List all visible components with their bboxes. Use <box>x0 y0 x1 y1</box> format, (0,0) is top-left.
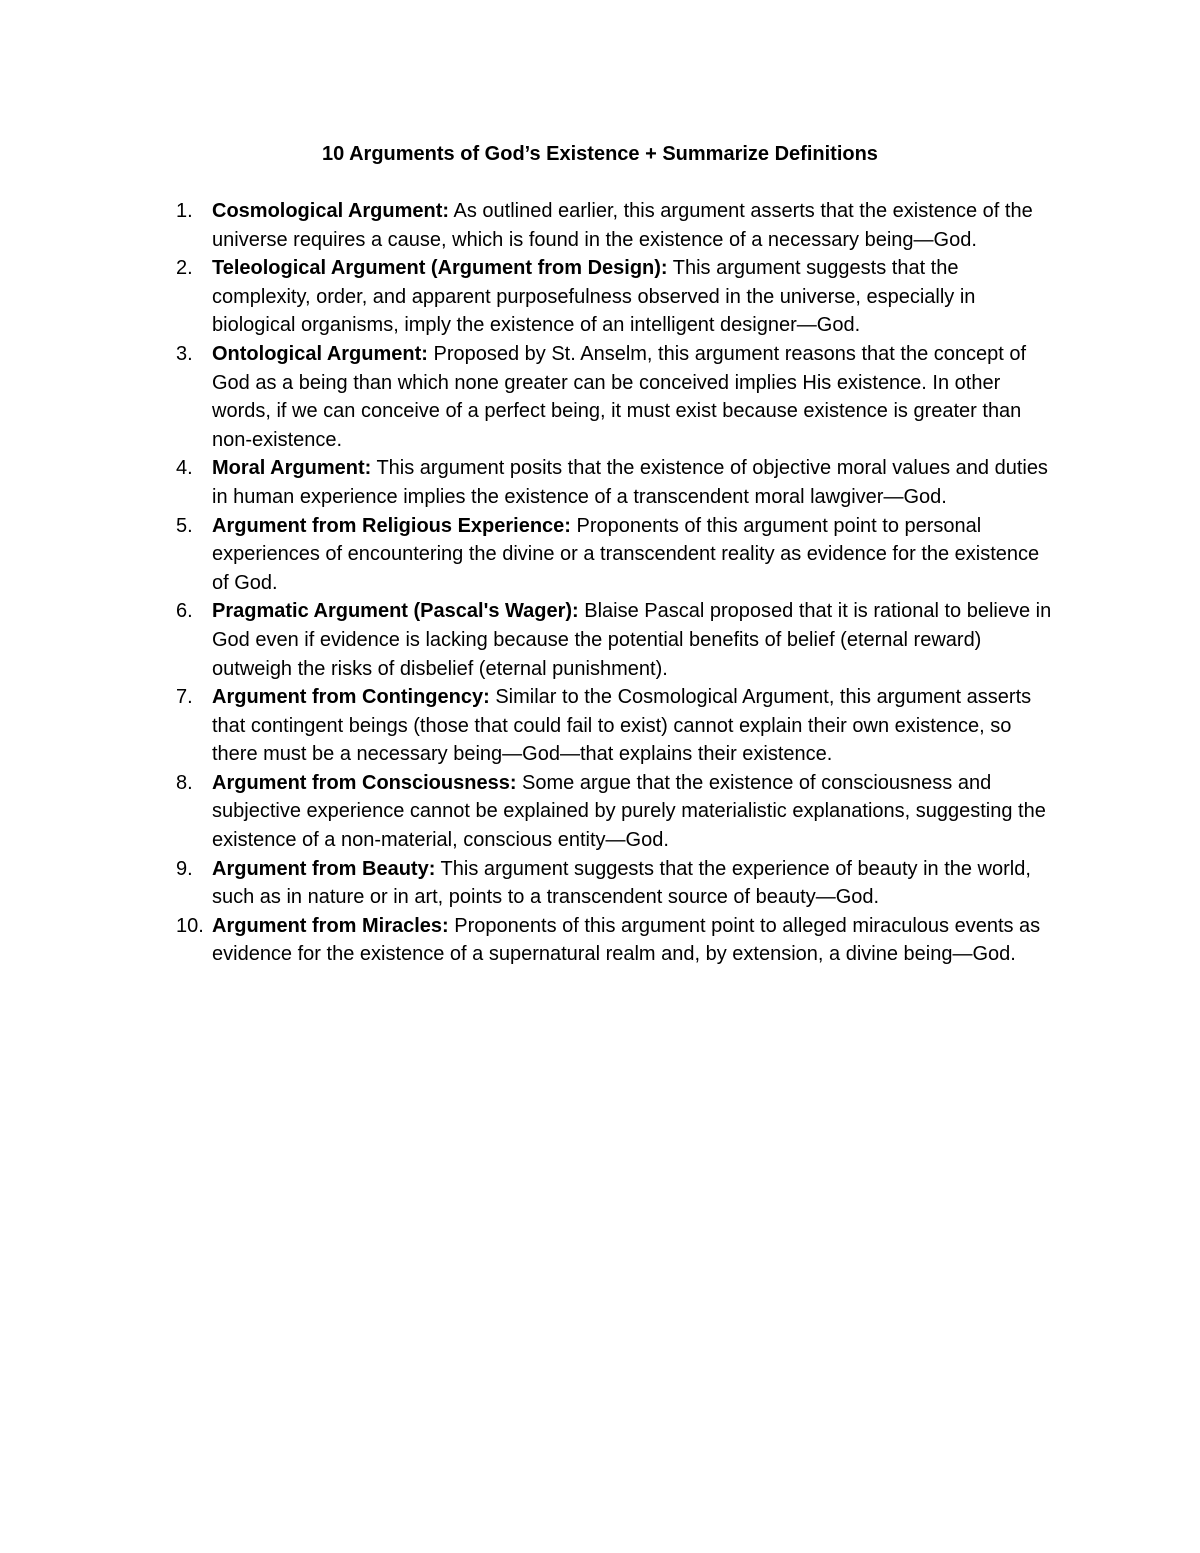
list-item <box>170 512 1060 598</box>
argument-name: Argument from Miracles: <box>212 914 449 937</box>
argument-name: Teleological Argument (Argument from Design): <box>212 257 668 280</box>
list-item <box>170 683 1060 769</box>
arguments-list <box>170 197 1060 969</box>
list-item <box>170 340 1060 454</box>
list-item <box>170 197 1060 254</box>
argument-description: Some argue that the existence of consciousness and subjective experience cannot be explained by purely materialistic explanations, suggesting the existence of a non-material, conscious entity—God. <box>212 771 1046 852</box>
list-item <box>170 454 1060 511</box>
argument-description: As outlined earlier, this argument asserts that the existence of the universe requires a cause, which is found in the existence of a necessary being—God. <box>212 200 1033 251</box>
list-item-number: 9. <box>176 857 193 880</box>
list-item-number: 7. <box>176 686 193 709</box>
list-item <box>170 254 1060 340</box>
list-item-number: 10. <box>176 914 204 937</box>
argument-description: This argument posits that the existence of objective moral values and duties in human experience implies the existence of a transcendent moral lawgiver—God. <box>212 457 1048 508</box>
list-item-number: 4. <box>176 457 193 480</box>
argument-name: Argument from Religious Experience: <box>212 514 571 537</box>
argument-name: Pragmatic Argument (Pascal's Wager): <box>212 600 579 623</box>
argument-name: Cosmological Argument: <box>212 200 450 222</box>
argument-name: Argument from Beauty: <box>212 857 436 880</box>
list-item-number: 8. <box>176 771 193 794</box>
argument-name: Argument from Consciousness: <box>212 771 517 794</box>
argument-description: Proposed by St. Anselm, this argument reasons that the concept of God as a being than which none greater can be conceived implies His existence. In other words, if we can conceive of a perfect being, it must exist because existence is greater than non-existence. <box>212 342 1027 451</box>
list-item <box>170 912 1060 969</box>
list-item-number: 2. <box>176 257 193 280</box>
argument-name: Argument from Contingency: <box>212 686 490 709</box>
list-item <box>170 769 1060 855</box>
document-title: 10 Arguments of God’s Existence + Summarize Definitions <box>322 143 878 165</box>
argument-name: Moral Argument: <box>212 457 372 480</box>
list-item-number: 5. <box>176 514 193 537</box>
argument-description: This argument suggests that the complexity, order, and apparent purposefulness observed in the universe, especially in biological organisms, imply the existence of an intelligent designer—God. <box>212 257 976 337</box>
argument-description: Similar to the Cosmological Argument, this argument asserts that contingent beings (those that could fail to exist) cannot explain their own existence, so there must be a necessary being—God—that explains their existence. <box>212 686 1032 766</box>
argument-description: Blaise Pascal proposed that it is rational to believe in God even if evidence is lacking because the potential benefits of belief (eternal reward) outweigh the risks of disbelief (eternal punishment). <box>212 600 1052 680</box>
list-item <box>170 597 1060 683</box>
list-item-number: 6. <box>176 600 193 623</box>
list-item <box>170 855 1060 912</box>
list-item-number: 3. <box>176 342 193 365</box>
argument-description: Proponents of this argument point to alleged miraculous events as evidence for the existence of a supernatural realm and, by extension, a divine being—God. <box>212 914 1041 966</box>
argument-name: Ontological Argument: <box>212 342 428 365</box>
argument-description: This argument suggests that the experience of beauty in the world, such as in nature or in art, points to a transcendent source of beauty—God. <box>212 857 1031 909</box>
argument-description: Proponents of this argument point to personal experiences of encountering the divine or a transcendent reality as evidence for the existence of God. <box>212 514 1040 594</box>
list-item-number: 1. <box>176 200 193 222</box>
